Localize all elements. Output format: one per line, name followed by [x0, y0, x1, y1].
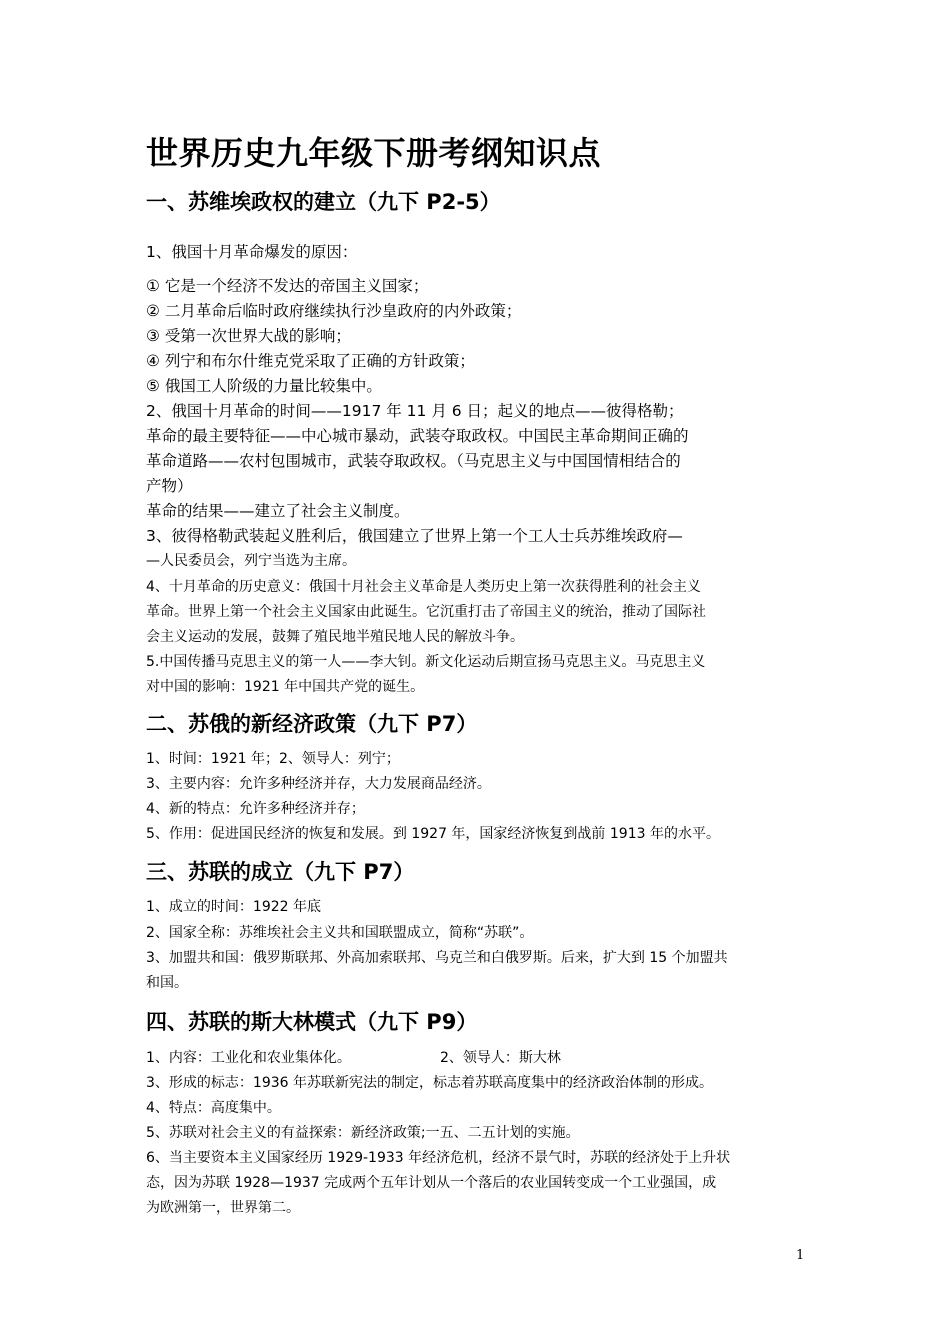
- s1-line-14: 4、十月革命的历史意义：俄国十月社会主义革命是人类历史上第一次获得胜利的社会主义: [146, 579, 701, 595]
- s1-line-1: 1、俄国十月革命爆发的原因：: [146, 243, 358, 261]
- section-heading-2: 二、苏俄的新经济政策（九下 P7）: [146, 712, 478, 736]
- s1-line-17: 5.中国传播马克思主义的第一人——李大钊。新文化运动后期宣扬马克思主义。马克思主义: [146, 654, 706, 670]
- s4-line-7: 态，因为苏联 1928—1937 完成两个五年计划从一个落后的农业国转变成一个工业强国，成: [146, 1175, 717, 1191]
- section-heading-4: 四、苏联的斯大林模式（九下 P9）: [146, 1010, 478, 1034]
- s4-line-8: 为欧洲第一，世界第二。: [146, 1200, 300, 1216]
- s4-line-6: 6、当主要资本主义国家经历 1929-1933 年经济危机，经济不景气时，苏联的经济处于上升状: [146, 1150, 731, 1166]
- s1-line-15: 革命。世界上第一个社会主义国家由此诞生。它沉重打击了帝国主义的统治，推动了国际社: [146, 604, 706, 620]
- page-title: 世界历史九年级下册考纲知识点: [146, 134, 602, 172]
- s4-line-4: 4、特点：高度集中。: [146, 1100, 281, 1116]
- s4-line-3: 3、形成的标志：1936 年苏联新宪法的制定，标志着苏联高度集中的经济政治体制的形成。: [146, 1075, 713, 1091]
- s3-line-3: 3、加盟共和国：俄罗斯联邦、外高加索联邦、乌克兰和白俄罗斯。后来，扩大到 15 个加盟共: [146, 950, 728, 966]
- s4-line-1a: 1、内容：工业化和农业集体化。: [146, 1050, 351, 1066]
- s1-line-2: ① 它是一个经济不发达的帝国主义国家；: [146, 277, 429, 295]
- page-number: 1: [796, 1248, 805, 1263]
- s1-line-11: 革命的结果——建立了社会主义制度。: [146, 502, 410, 520]
- s1-line-7: 2、俄国十月革命的时间——1917 年 11 月 6 日；起义的地点——彼得格勒；: [146, 402, 684, 420]
- s1-line-13: —人民委员会，列宁当选为主席。: [146, 553, 356, 569]
- section-heading-3: 三、苏联的成立（九下 P7）: [146, 860, 415, 884]
- s3-line-4: 和国。: [146, 975, 188, 991]
- s2-line-3: 4、新的特点：允许多种经济并存；: [146, 801, 365, 817]
- s1-line-3: ② 二月革命后临时政府继续执行沙皇政府的内外政策；: [146, 302, 522, 320]
- s1-line-5: ④ 列宁和布尔什维克党采取了正确的方针政策；: [146, 352, 475, 370]
- s4-line-5: 5、苏联对社会主义的有益探索：新经济政策;一五、二五计划的实施。: [146, 1125, 580, 1141]
- s2-line-4: 5、作用：促进国民经济的恢复和发展。到 1927 年，国家经济恢复到战前 1913 年的水平。: [146, 826, 720, 842]
- s1-line-8: 革命的最主要特征——中心城市暴动，武装夺取政权。中国民主革命期间正确的: [146, 427, 689, 445]
- s1-line-9: 革命道路——农村包围城市，武装夺取政权。（马克思主义与中国国情相结合的: [146, 452, 681, 470]
- s4-line-1b: 2、领导人：斯大林: [440, 1050, 561, 1066]
- s1-line-4: ③ 受第一次世界大战的影响；: [146, 327, 351, 345]
- s1-line-18: 对中国的影响：1921 年中国共产党的诞生。: [146, 679, 425, 695]
- s1-line-16: 会主义运动的发展，鼓舞了殖民地半殖民地人民的解放斗争。: [146, 629, 524, 645]
- section-heading-1: 一、苏维埃政权的建立（九下 P2-5）: [146, 190, 501, 214]
- s2-line-1: 1、时间：1921 年；2、领导人：列宁；: [146, 751, 400, 767]
- s2-line-2: 3、主要内容：允许多种经济并存，大力发展商品经济。: [146, 776, 491, 792]
- s3-line-2: 2、国家全称：苏维埃社会主义共和国联盟成立，简称“苏联”。: [146, 925, 534, 941]
- s3-line-1: 1、成立的时间：1922 年底: [146, 899, 321, 915]
- s1-line-6: ⑤ 俄国工人阶级的力量比较集中。: [146, 377, 382, 395]
- s1-line-12: 3、彼得格勒武装起义胜利后，俄国建立了世界上第一个工人士兵苏维埃政府—: [146, 527, 683, 545]
- s1-line-10: 产物）: [146, 477, 193, 495]
